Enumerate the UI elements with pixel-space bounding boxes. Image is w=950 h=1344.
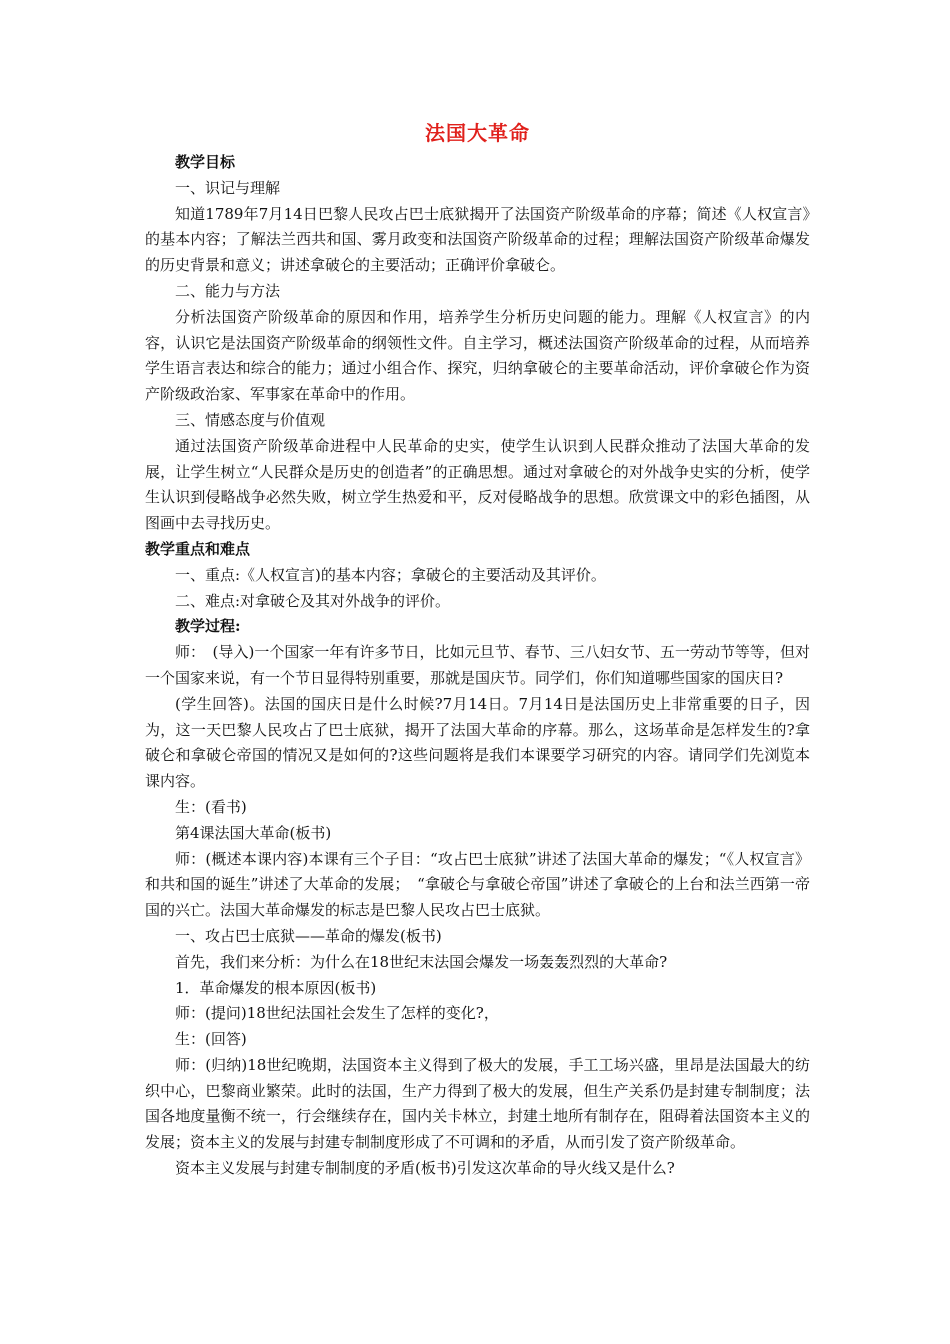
paragraph-intro: 师： (导入)一个国家一年有许多节日，比如元旦节、春节、三八妇女节、五一劳动节等等，但对一个国家来说，有一个节日显得特别重要，那就是国庆节。同学们，你们知道哪些国家的国庆日? [145,643,810,687]
paragraph-overview: 师：(概述本课内容)本课有三个子目：“攻占巴士底狱”讲述了法国大革命的爆发；“《人权宣言》和共和国的诞生”讲述了大革命的发展； “拿破仑与拿破仑帝国”讲述了拿破仑的上台和法兰西第一帝国的兴亡。法国大革命爆发的标志是巴黎人民攻占巴士底狱。 [145,849,810,920]
subheading-ability: 二、能力与方法 [175,281,281,300]
paragraph-fuse: 资本主义发展与封建专制制度的矛盾(板书)引发这次革命的导火线又是什么? [175,1159,675,1178]
paragraph-answer: (学生回答)。法国的国庆日是什么时候?7月14日。7月14日是法国历史上非常重要的日子，因为，这一天巴黎人民攻占了巴士底狱，揭开了法国大革命的序幕。那么，这场革命是怎样发生的?拿破仑和拿破仑帝国的情况又是如何的?这些问题将是我们本课要学习研究的内容。请同学们先浏览本课内容。 [145,694,810,791]
paragraph-root-cause: 1．革命爆发的根本原因(板书) [175,978,377,997]
subheading-attitude: 三、情感态度与价值观 [175,410,326,429]
paragraph-summary: 师：(归纳)18世纪晚期，法国资本主义得到了极大的发展，手工工场兴盛，里昂是法国最大的纺织中心，巴黎商业繁荣。此时的法国，生产力得到了极大的发展，但生产关系仍是封建专制制度；法国各地度量衡不统一，行会继续存在，国内关卡林立，封建土地所有制存在，阻碍着法国资本主义的发展；资本主义的发展与封建专制制度形成了不可调和的矛盾，从而引发了资产阶级革命。 [145,1055,810,1152]
subheading-knowledge: 一、识记与理解 [175,178,281,197]
paragraph-student-answer: 生：(回答) [175,1030,247,1049]
paragraph-question: 首先，我们来分析：为什么在18世纪末法国会爆发一场轰轰烈烈的大革命? [175,952,668,971]
document-page [145,118,810,1182]
heading-key-points: 教学重点和难点 [145,539,251,558]
document-title: 法国大革命 [425,121,530,145]
paragraph-student-read: 生：(看书) [175,797,247,816]
paragraph-teacher-ask: 师：(提问)18世纪法国社会发生了怎样的变化?， [175,1004,499,1023]
paragraph-key-point: 一、重点:《人权宣言)的基本内容；拿破仑的主要活动及其评价。 [175,565,606,584]
paragraph-section-one: 一、攻占巴士底狱——革命的爆发(板书) [175,926,442,945]
heading-process: 教学过程: [175,617,241,636]
paragraph-knowledge: 知道1789年7月14日巴黎人民攻占巴士底狱揭开了法国资产阶级革命的序幕；简述《人权宣言》的基本内容；了解法兰西共和国、雾月政变和法国资产阶级革命的过程；理解法国资产阶级革命爆发的历史背景和意义；讲述拿破仑的主要活动；正确评价拿破仑。 [145,204,810,275]
paragraph-difficulty: 二、难点:对拿破仑及其对外战争的评价。 [175,591,451,610]
heading-teaching-goals: 教学目标 [175,153,236,171]
paragraph-lesson-title: 第4课法国大革命(板书) [175,823,332,842]
paragraph-ability: 分析法国资产阶级革命的原因和作用，培养学生分析历史问题的能力。理解《人权宣言》的内容，认识它是法国资产阶级革命的纲领性文件。自主学习，概述法国资产阶级革命的过程，从而培养学生语言表达和综合的能力；通过小组合作、探究，归纳拿破仑的主要革命活动，评价拿破仑作为资产阶级政治家、军事家在革命中的作用。 [145,307,810,404]
paragraph-attitude: 通过法国资产阶级革命进程中人民革命的史实，使学生认识到人民群众推动了法国大革命的发展，让学生树立“人民群众是历史的创造者”的正确思想。通过对拿破仑的对外战争史实的分析，使学生认识到侵略战争必然失败，树立学生热爱和平，反对侵略战争的思想。欣赏课文中的彩色插图，从图画中去寻找历史。 [145,436,810,533]
